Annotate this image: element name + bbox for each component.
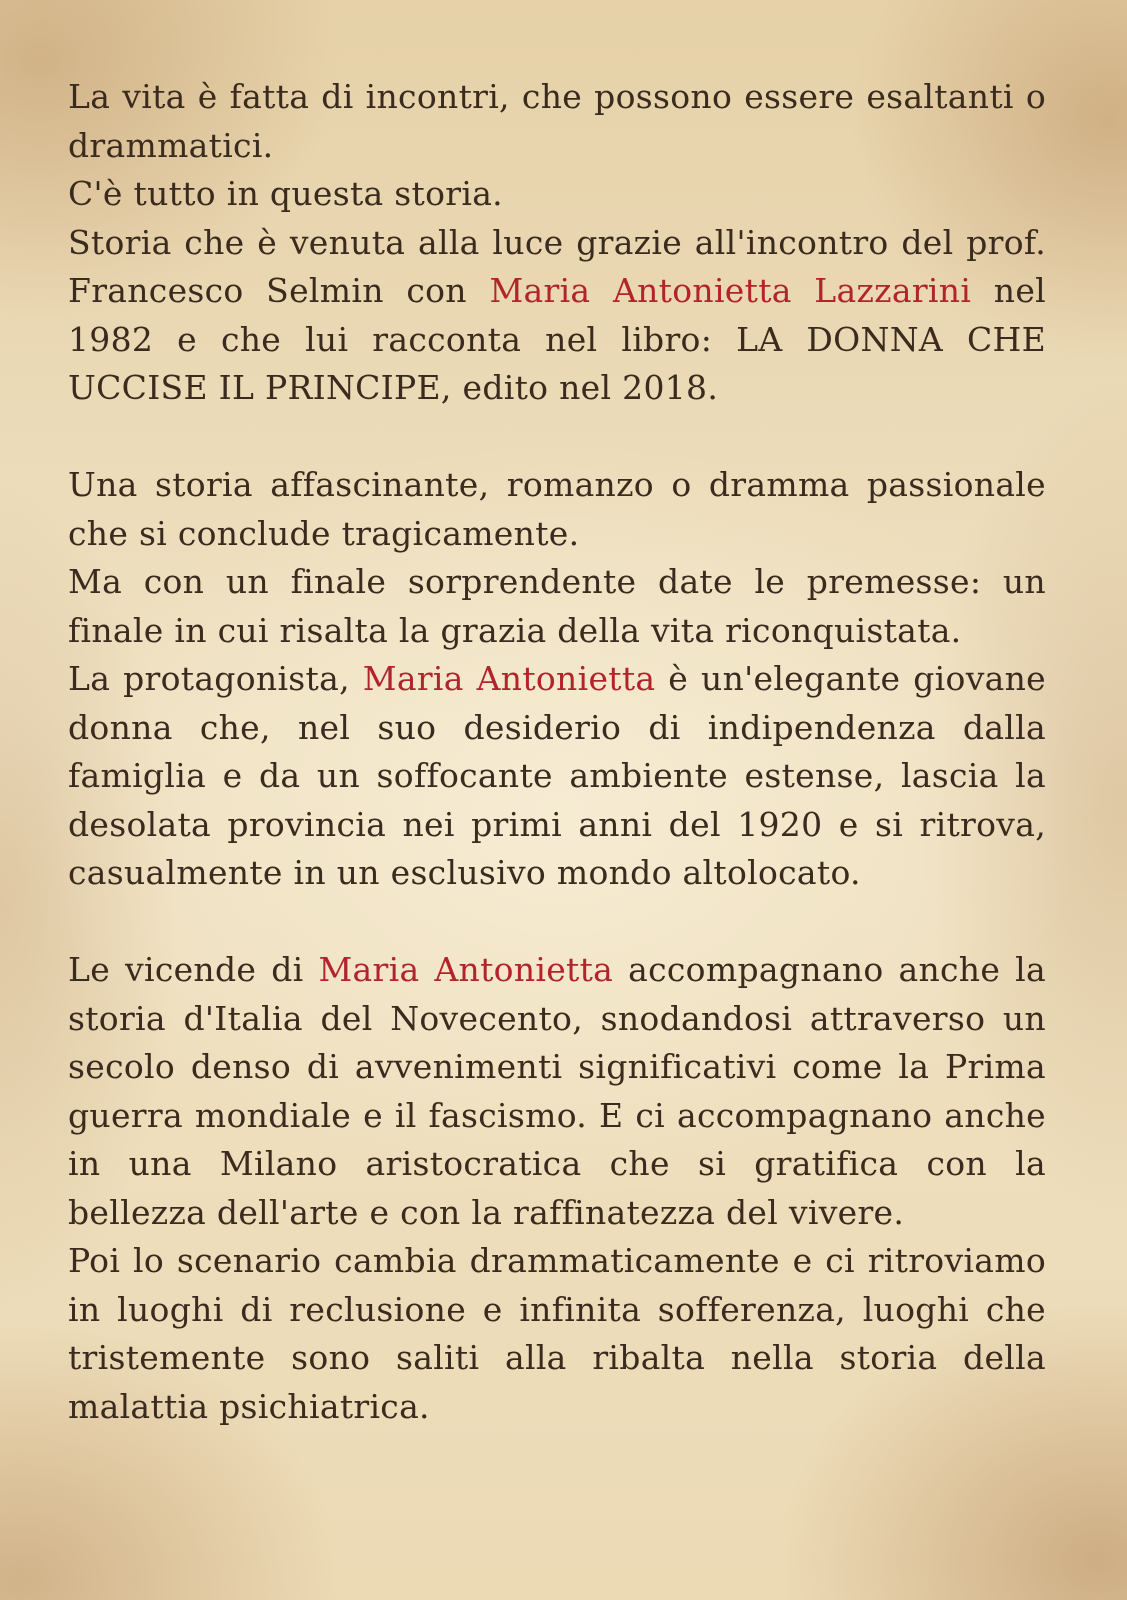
paragraph: C'è tutto in questa storia. — [68, 174, 503, 213]
paragraph — [68, 655, 1046, 898]
text-run: La protagonista, — [68, 659, 363, 698]
text-run: Le vicende di — [68, 950, 319, 989]
paragraph: La vita è fatta di incontri, che possono essere esaltanti o drammatici. — [68, 77, 1046, 165]
highlighted-name: Maria Antonietta — [318, 950, 614, 989]
paragraph — [68, 219, 1046, 413]
text-run: Storia che è venuta alla luce grazie all'incontro del prof. Francesco Selmin con — [68, 222, 1046, 310]
body-text — [68, 73, 1046, 1431]
highlighted-name: Maria Antonietta Lazzarini — [489, 271, 972, 310]
paragraph — [68, 946, 1046, 1237]
paragraph: Poi lo scenario cambia drammaticamente e ci ritroviamo in luoghi di reclusione e infinita sofferenza, luoghi che tristemente sono saliti alla ribalta nella storia della malattia psichiatrica. — [68, 1241, 1046, 1426]
paragraph: Una storia affascinante, romanzo o dramma passionale che si conclude tragicamente. — [68, 465, 1046, 553]
text-run: accompagnano anche la storia d'Italia del Novecento, snodandosi attraverso un secolo denso di avvenimenti significativi come la Prima guerra mondiale e il fascismo. E ci accompagnano anche in una Milano aristocratica che si gratifica con la bellezza dell'arte e con la raffinatezza del vivere. — [68, 950, 1046, 1232]
text-run: è un'elegante giovane donna che, nel suo desiderio di indipendenza dalla famiglia e da un soffocante ambiente estense, lascia la desolata provincia nei primi anni del 1920 e si ritrova, casualmente in un esclusivo mondo altolocato. — [68, 659, 1047, 892]
highlighted-name: Maria Antonietta — [362, 659, 656, 698]
paragraph-gap — [68, 898, 1046, 947]
paragraph-gap — [68, 413, 1046, 462]
paragraph: Ma con un finale sorprendente date le premesse: un finale in cui risalta la grazia della vita riconquistata. — [68, 562, 1046, 650]
text-run: nel 1982 e che lui racconta nel libro: LA DONNA CHE UCCISE IL PRINCIPE, edito nel 2018. — [68, 271, 1047, 407]
